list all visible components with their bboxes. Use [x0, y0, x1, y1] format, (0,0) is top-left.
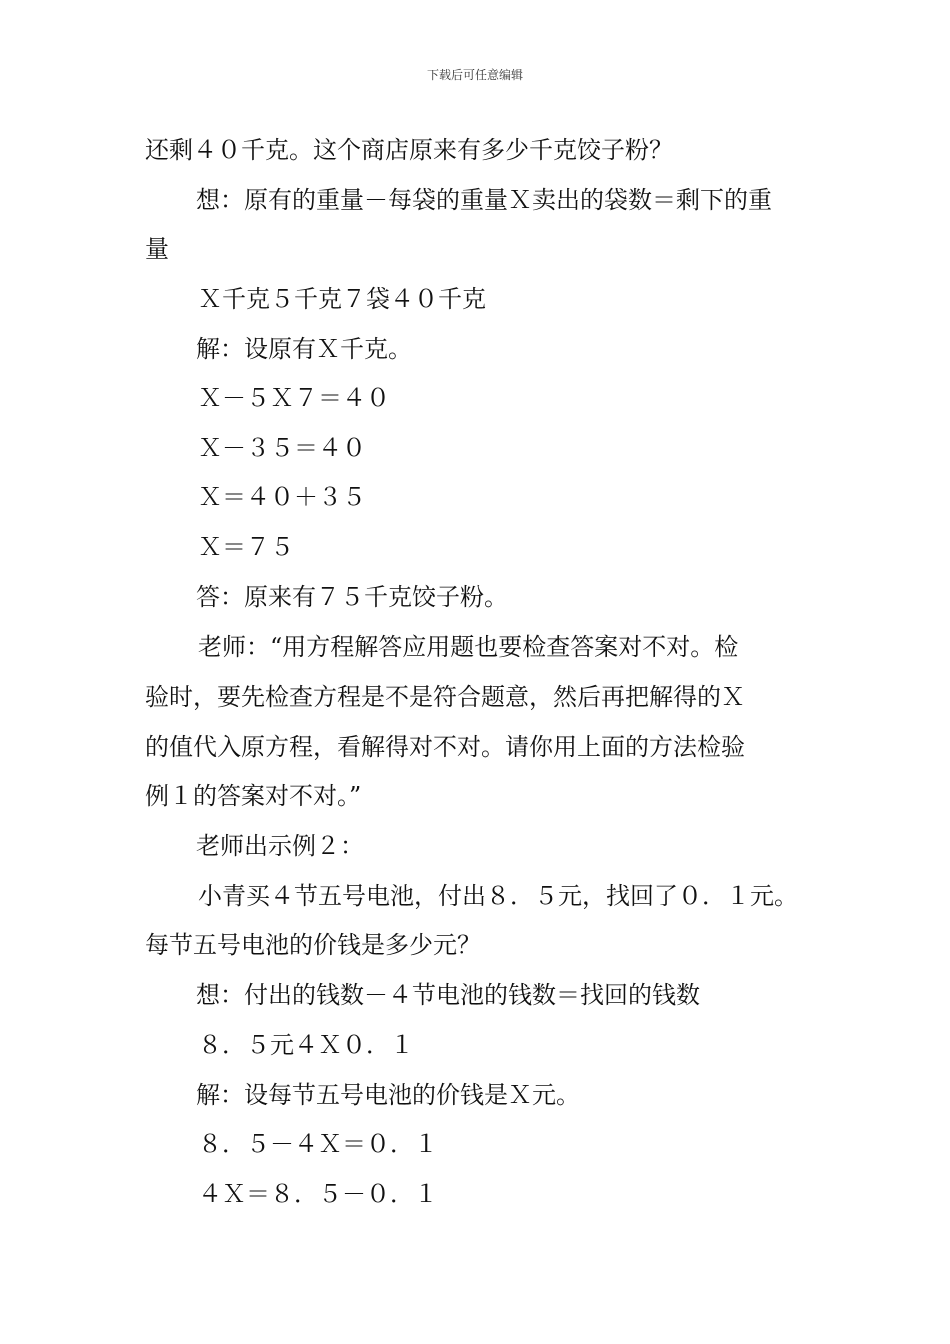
text-line: 量	[145, 235, 169, 263]
equation-line: Ｘ＝７５	[198, 533, 294, 561]
text-line: 想：原有的重量－每袋的重量Ｘ卖出的袋数＝剩下的重	[196, 186, 772, 214]
text-line: 小青买４节五号电池，付出８．５元，找回了０．１元。	[198, 882, 798, 910]
text-line: 答：原来有７５千克饺子粉。	[196, 583, 508, 611]
text-line: 老师出示例２：	[196, 832, 364, 860]
equation-line: Ｘ＝４０＋３５	[198, 483, 366, 511]
text-line: 还剩４０千克。这个商店原来有多少千克饺子粉？	[145, 136, 673, 164]
text-line: 每节五号电池的价钱是多少元？	[145, 931, 481, 959]
text-line: 验时，要先检查方程是不是符合题意，然后再把解得的Ｘ	[145, 683, 745, 711]
text-line: 老师：“用方程解答应用题也要检查答案对不对。检	[198, 633, 739, 661]
equation-line: ８．５元４Ｘ０．１	[198, 1031, 414, 1059]
text-line: 想：付出的钱数－４节电池的钱数＝找回的钱数	[196, 981, 700, 1009]
text-line: 的值代入原方程，看解得对不对。请你用上面的方法检验	[145, 733, 745, 761]
page-header: 下载后可任意编辑	[426, 68, 523, 82]
equation-line: Ｘ－３５＝４０	[198, 434, 366, 462]
text-line: 解：设每节五号电池的价钱是Ｘ元。	[196, 1081, 580, 1109]
text-line: Ｘ千克５千克７袋４０千克	[198, 285, 486, 313]
equation-line: Ｘ－５Ｘ７＝４０	[198, 384, 390, 412]
text-line: 解：设原有Ｘ千克。	[196, 335, 412, 363]
equation-line: ８．５－４Ｘ＝０．１	[198, 1130, 438, 1158]
equation-line: ４Ｘ＝８．５－０．１	[198, 1180, 438, 1208]
text-line: 例１的答案对不对。”	[145, 782, 362, 810]
